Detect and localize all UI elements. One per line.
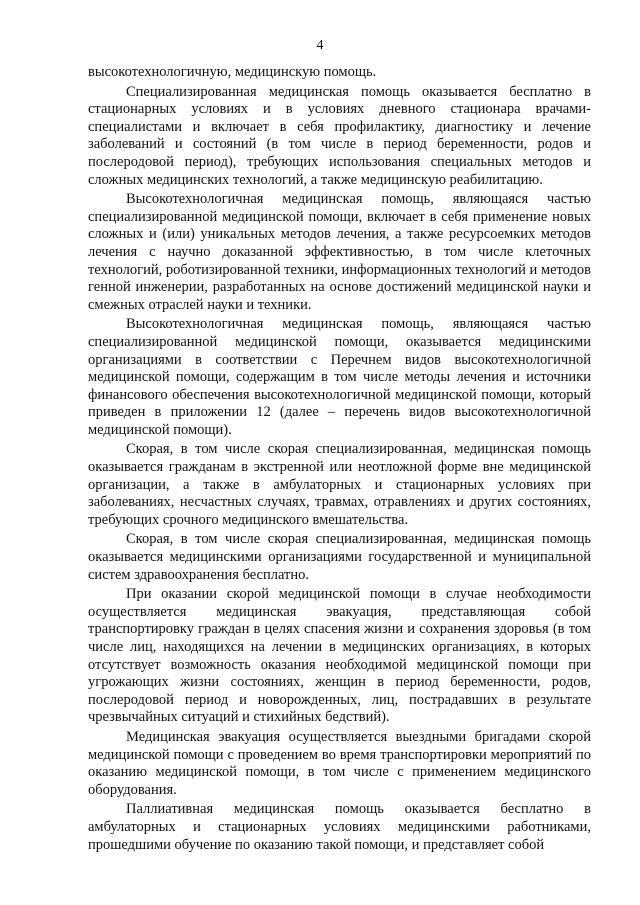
paragraph-medical-evacuation: При оказании скорой медицинской помощи в случае необходимости осуществляется медицинская эвакуация, представляющая собой транспортировку граждан в целях спасения жизни и сохранения здоровья (в том числе лиц, находящихся на лечении в медицинских организациях, в которых отсутствует возможность оказания необходимой медицинской помощи при угрожающих жизни состояниях, женщин в период беременности, родов, послеродовой период и новорожденных, лиц, пострадавших в результате чрезвычайных ситуаций и стихийных бедствий).: [88, 586, 591, 726]
document-body: [88, 64, 591, 856]
paragraph-specialized-care: Специализированная медицинская помощь оказывается бесплатно в стационарных условиях и в условиях дневного стационара врачами-специалистами и включает в себя профилактику, диагностику и лечение заболеваний и состояний (в том числе в период беременности, родов и послеродовой период), требующих использования специальных методов и сложных медицинских технологий, а также медицинскую реабилитацию.: [88, 83, 591, 188]
paragraph-palliative-care: Паллиативная медицинская помощь оказывается бесплатно в амбулаторных и стационарных условиях медицинскими работниками, прошедшими обучение по оказанию такой помощи, и представляет собой: [88, 801, 591, 853]
page-number: 4: [316, 38, 324, 53]
paragraph-evacuation-teams: Медицинская эвакуация осуществляется выездными бригадами скорой медицинской помощи с проведением во время транспортировки мероприятий по оказанию медицинской помощи, в том числе с применением медицинского оборудования.: [88, 728, 591, 798]
paragraph-emergency-care: Скорая, в том числе скорая специализированная, медицинская помощь оказывается гражданам в экстренной или неотложной форме вне медицинской организации, а также в амбулаторных и стационарных условиях при заболеваниях, несчастных случаях, травмах, отравлениях и других состояниях, требующих срочного медицинского вмешательства.: [88, 441, 591, 528]
paragraph-continuation: высокотехнологичную, медицинскую помощь.: [88, 64, 377, 80]
paragraph-high-tech-provision: Высокотехнологичная медицинская помощь, являющаяся частью специализированной медицинской помощи, оказывается медицинскими организациями в соответствии с Перечнем видов высокотехнологичной медицинской помощи, содержащим в том числе методы лечения и источники финансового обеспечения высокотехнологичной медицинской помощи, который приведен в приложении 12 (далее – перечень видов высокотехнологичной медицинской помощи).: [88, 316, 591, 438]
paragraph-emergency-free: Скорая, в том числе скорая специализированная, медицинская помощь оказывается медицинскими организациями государственной и муниципальной систем здравоохранения бесплатно.: [88, 531, 591, 583]
paragraph-high-tech-definition: Высокотехнологичная медицинская помощь, являющаяся частью специализированной медицинской помощи, включает в себя применение новых сложных и (или) уникальных методов лечения, а также ресурсоемких методов лечения с научно доказанной эффективностью, в том числе клеточных технологий, роботизированной техники, информационных технологий и методов генной инженерии, разработанных на основе достижений медицинской науки и смежных отраслей науки и техники.: [88, 191, 591, 313]
